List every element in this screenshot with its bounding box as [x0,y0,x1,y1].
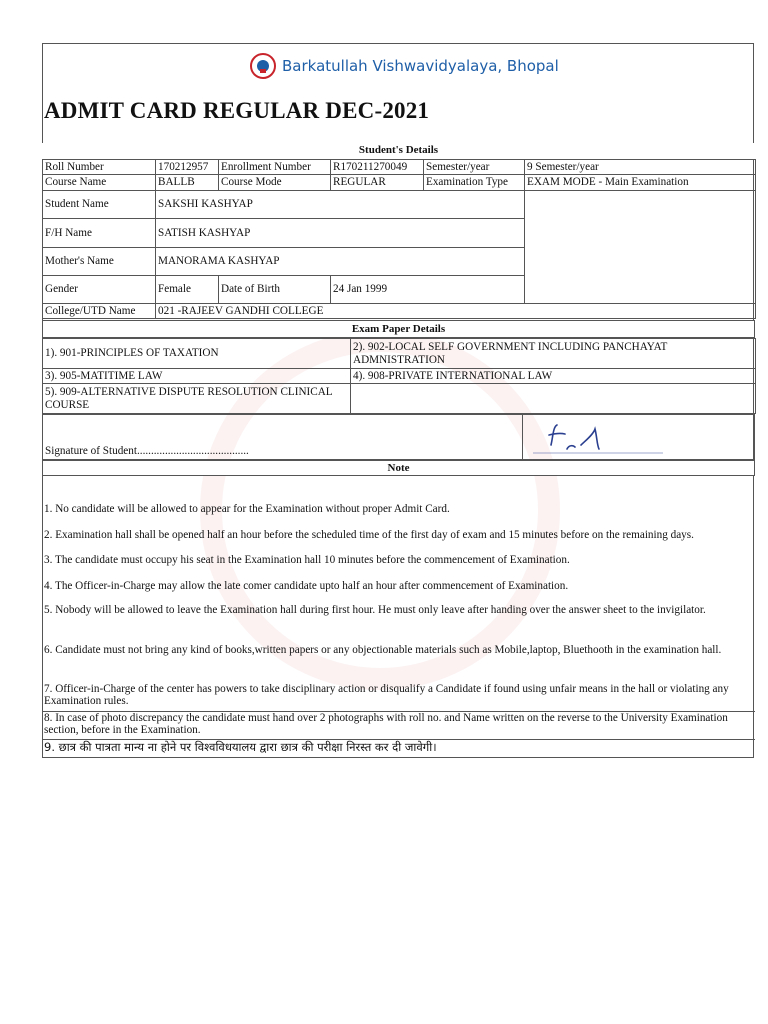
table-row [43,175,756,191]
students-details-heading: Student's Details [42,143,755,159]
sem-label: Semester/year [424,160,525,175]
table-row [43,339,756,369]
photo-box [525,191,756,304]
paper-1: 1). 901-PRINCIPLES OF TAXATION [43,339,351,369]
paper-3: 3). 905-MATITIME LAW [43,369,351,384]
course-label: Course Name [43,175,156,191]
student-signature-icon [523,415,753,459]
roll-label: Roll Number [43,160,156,175]
university-header [250,52,559,80]
table-row [43,160,756,175]
note-heading: Note [42,460,755,476]
mother-value: MANORAMA KASHYAP [156,248,525,276]
table-row [43,369,756,384]
signature-label: Signature of Student........................................ [45,445,249,457]
table-row [43,304,756,319]
enroll-value: R170211270049 [331,160,424,175]
sem-value: 9 Semester/year [525,160,756,175]
mode-value: REGULAR [331,175,424,191]
name-label: Student Name [43,191,156,219]
roll-value: 170212957 [156,160,219,175]
enroll-label: Enrollment Number [219,160,331,175]
gender-label: Gender [43,276,156,304]
examtype-label: Examination Type [424,175,525,191]
gender-value: Female [156,276,219,304]
note-8: 8. In case of photo discrepancy the candidate must hand over 2 photographs with roll no. and Name written on the reverse to the University Examination section, before in the Examination. [44,712,728,736]
table-row [43,191,756,219]
note-6: 6. Candidate must not bring any kind of books,written papers or any objectionable materials such as Mobile,laptop, Bluethooth in the examination hall. [44,644,722,656]
students-details-table [42,159,756,319]
course-value: BALLB [156,175,219,191]
dob-value: 24 Jan 1999 [331,276,525,304]
signature-row [42,414,755,460]
note-2: 2. Examination hall shall be opened half an hour before the scheduled time of the first day of exam and 15 minutes before on the remaining days. [44,529,694,541]
name-value: SAKSHI KASHYAP [156,191,525,219]
note-9: 9. छात्र की पात्रता मान्य ना होने पर विश्वविधयालय द्वारा छात्र की परीक्षा निरस्त कर दी जावेगी। [44,740,437,754]
mode-label: Course Mode [219,175,331,191]
college-label: College/UTD Name [43,304,156,319]
exam-paper-heading: Exam Paper Details [42,320,755,338]
note-divider [42,739,755,740]
note-divider [42,711,755,712]
dob-label: Date of Birth [219,276,331,304]
note-3: 3. The candidate must occupy his seat in the Examination hall 10 minutes before the commencement of Examination. [44,554,570,566]
university-logo-icon [250,53,276,79]
paper-2: 2). 902-LOCAL SELF GOVERNMENT INCLUDING PANCHAYAT ADMNISTRATION [351,339,756,369]
fh-value: SATISH KASHYAP [156,219,525,248]
signature-box [522,415,755,459]
page-title: ADMIT CARD REGULAR DEC-2021 [44,98,430,123]
paper-5: 5). 909-ALTERNATIVE DISPUTE RESOLUTION CLINICAL COURSE [43,384,351,414]
paper-empty [351,384,756,414]
examtype-value: EXAM MODE - Main Examination [525,175,756,191]
note-4: 4. The Officer-in-Charge may allow the late comer candidate upto half an hour after commencement of Examination. [44,580,569,592]
fh-label: F/H Name [43,219,156,248]
paper-4: 4). 908-PRIVATE INTERNATIONAL LAW [351,369,756,384]
note-1: 1. No candidate will be allowed to appear for the Examination without proper Admit Card. [44,503,450,515]
exam-papers-table [42,338,756,414]
college-value: 021 -RAJEEV GANDHI COLLEGE [156,304,756,319]
note-5: 5. Nobody will be allowed to leave the Examination hall during first hour. He must only leave after handing over the answer sheet to the invigilator. [44,604,706,616]
table-row [43,384,756,414]
mother-label: Mother's Name [43,248,156,276]
university-name: Barkatullah Vishwavidyalaya, Bhopal [282,57,559,75]
note-7: 7. Officer-in-Charge of the center has powers to take disciplinary action or disqualify a Candidate if found using unfair means in the hall or violating any Examination rules. [44,683,729,707]
